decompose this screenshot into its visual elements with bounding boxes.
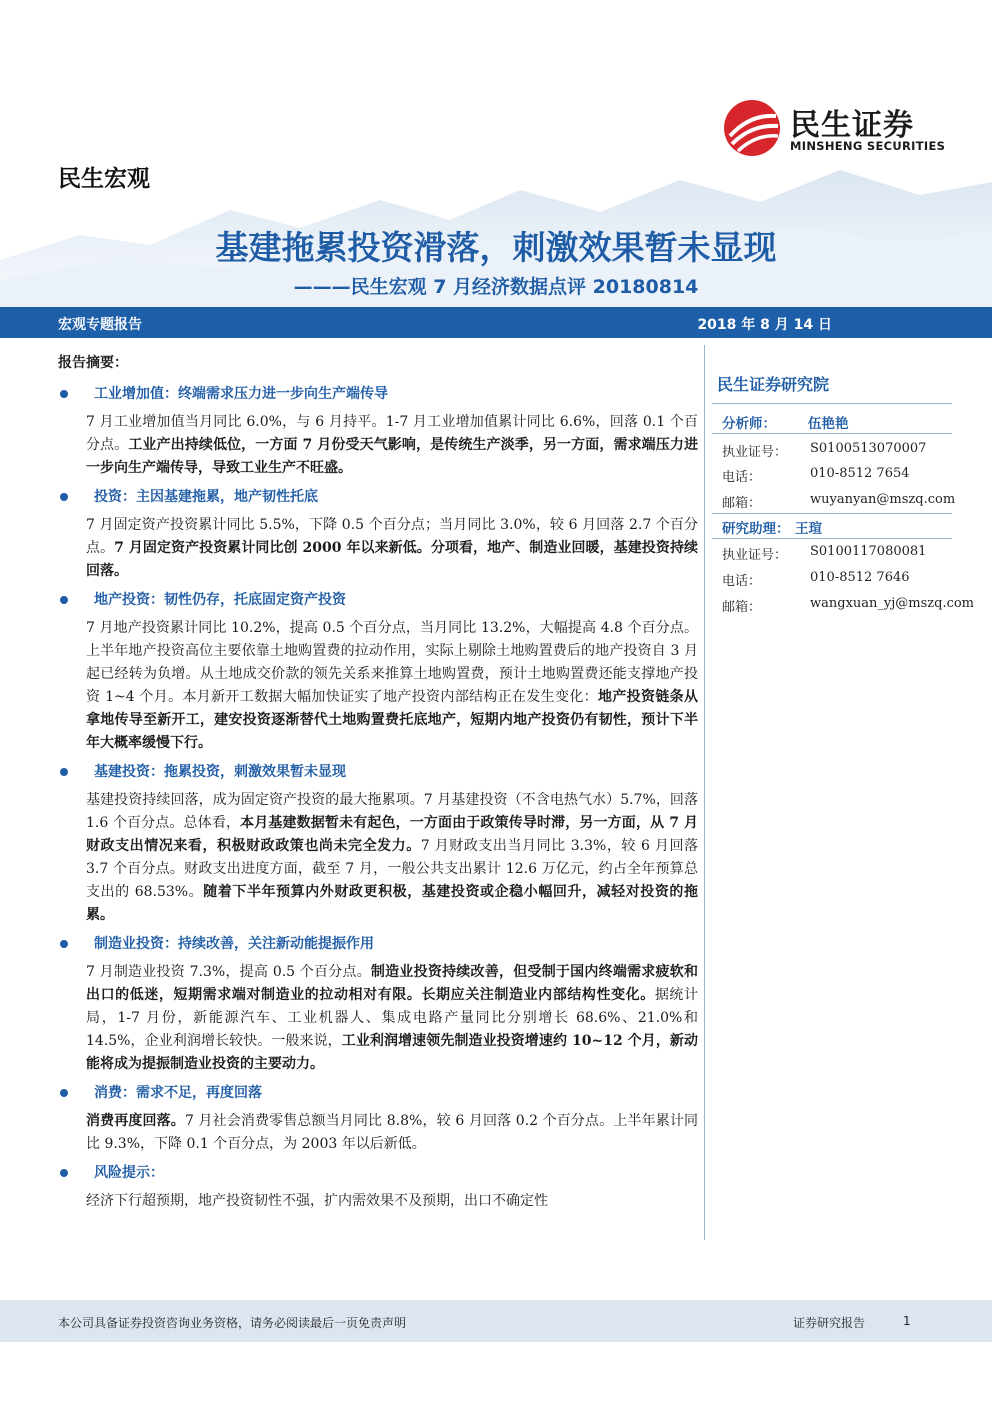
field-value: 010-8512 7646 (810, 570, 910, 585)
analyst-label: 分析师： (722, 416, 776, 432)
section-paragraph (58, 1190, 698, 1213)
section-paragraph (58, 411, 698, 480)
section-paragraph (58, 789, 698, 927)
bullet-icon (60, 493, 68, 501)
section-heading-text: 地产投资：韧性仍存，托底固定资产投资 (94, 592, 346, 608)
sidebar-divider (712, 513, 952, 514)
body-text: 7 月财政支出当月同比 3.3%，较 6 月回落 3.7 个百分点。财政支出进度方面，截至 7 月，一般公共支出累计 12.6 万亿元，约占全年预算总支出的 68.53%。 (86, 838, 698, 900)
section-paragraph (58, 1110, 698, 1156)
emphasis-text: 工业利润增速领先制造业投资增速约 10~12 个月，新动能将成为提振制造业投资的主要动力。 (86, 1033, 698, 1072)
body-text: 据统计局，1-7 月份，新能源汽车、工业机器人、集成电路产量同比分别增长 68.6%、21.0%和 14.5%，企业利润增长较快。一般来说， (86, 987, 698, 1049)
sidebar-title: 民生证券研究院 (717, 375, 830, 394)
section-heading (58, 933, 698, 955)
bullet-icon (60, 1169, 68, 1177)
emphasis-text: 7 月固定资产投资累计同比创 2000 年以来新低。分项看，地产、制造业回暖，基建投资持续回落。 (86, 540, 699, 579)
assistant-label: 研究助理： (722, 521, 790, 537)
section-heading-text: 投资：主因基建拖累，地产韧性托底 (94, 489, 318, 505)
section-heading-text: 风险提示： (94, 1165, 164, 1181)
field-value: 010-8512 7654 (810, 466, 910, 481)
logo-text-en: MINSHENG SECURITIES (790, 139, 946, 153)
section-heading (58, 761, 698, 783)
section-paragraph (58, 514, 698, 583)
section-heading-text: 消费：需求不足，再度回落 (94, 1085, 262, 1101)
report-type: 宏观专题报告 (58, 317, 142, 333)
bullet-icon (60, 768, 68, 776)
header-band (0, 307, 992, 338)
body-text: 经济下行超预期，地产投资韧性不强，扩内需效果不及预期，出口不确定性 (86, 1193, 548, 1209)
body-text: 基建投资持续回落，成为固定资产投资的最大拖累项。7 月基建投资（不含电热气水）5.7%，回落 1.6 个百分点。总体看， (86, 792, 698, 831)
section-heading-text: 工业增加值：终端需求压力进一步向生产端传导 (94, 386, 388, 402)
emphasis-text: 消费再度回落。 (86, 1113, 185, 1129)
assistant-email-link[interactable]: wangxuan_yj@mszq.com (810, 596, 975, 611)
body-text: 7 月制造业投资 7.3%，提高 0.5 个百分点。 (86, 964, 371, 980)
emphasis-text: 工业产出持续低位，一方面 7 月份受天气影响，是传统生产淡季，另一方面，需求端压力进一步向生产端传导，导致工业生产不旺盛。 (86, 437, 699, 476)
analyst-email-link[interactable]: wuyanyan@mszq.com (810, 492, 956, 507)
field-label: 邮箱： (722, 600, 762, 615)
section-heading (58, 1162, 698, 1184)
body-text: 7 月社会消费零售总额当月同比 8.8%，较 6 月回落 0.2 个百分点。上半年累计同比 9.3%，下降 0.1 个百分点，为 2003 年以后新低。 (86, 1113, 698, 1152)
report-series: 民生宏观 (58, 166, 150, 192)
field-label: 执业证号： (722, 548, 788, 563)
field-label: 电话： (722, 470, 762, 485)
bullet-icon (60, 596, 68, 604)
emphasis-text: 地产投资链条从拿地传导至新开工，建安投资逐渐替代土地购置费托底地产，短期内地产投资仍有韧性，预计下半年大概率缓慢下行。 (86, 689, 698, 751)
summary-label: 报告摘要： (58, 355, 128, 371)
assistant-name: 王瑄 (795, 521, 822, 537)
page-subtitle: ———民生宏观 7 月经济数据点评 20180814 (293, 276, 699, 298)
section-heading-text: 基建投资：拖累投资，刺激效果暂未显现 (94, 764, 346, 780)
footer-disclaimer: 本公司具备证券投资咨询业务资格，请务必阅读最后一页免责声明 (58, 1316, 407, 1330)
emphasis-text: 本月基建数据暂未有起色，一方面由于政策传导时滞，另一方面，从 7 月财政支出情况来看，积极财政政策也尚未完全发力。 (86, 815, 698, 854)
footer-doc-type: 证券研究报告 (793, 1316, 866, 1330)
column-divider (704, 345, 705, 1240)
bullet-icon (60, 1089, 68, 1097)
section-paragraph (58, 961, 698, 1076)
field-value: S0100117080081 (810, 544, 927, 559)
section-heading-text: 制造业投资：持续改善，关注新动能提振作用 (94, 936, 374, 952)
summary-sections (58, 383, 698, 1213)
sidebar-divider (712, 433, 952, 434)
field-label: 电话： (722, 574, 762, 589)
field-value: S0100513070007 (810, 441, 927, 456)
section-heading (58, 383, 698, 405)
page-title: 基建拖累投资滑落，刺激效果暂未显现 (215, 228, 777, 267)
page-number: 1 (903, 1314, 911, 1328)
field-label: 执业证号： (722, 445, 788, 460)
field-label: 邮箱： (722, 496, 762, 511)
body-text: 7 月固定资产投资累计同比 5.5%，下降 0.5 个百分点；当月同比 3.0%，较 6 月回落 2.7 个百分点。 (86, 517, 698, 556)
section-heading (58, 589, 698, 611)
body-text: 7 月地产投资累计同比 10.2%，提高 0.5 个百分点，当月同比 13.2%，大幅提高 4.8 个百分点。上半年地产投资高位主要依靠土地购置费的拉动作用，实际上剔除土地购置费后的地产投资自 3 月起已经转为负增。从土地成交价款的领先关系来推算土地购置费，预计土地购置费还能支撑地产投资 1~4 个月。本月新开工数据大幅加快证实了地产投资内部结构正在发生变化： (86, 620, 698, 705)
bullet-icon (60, 390, 68, 398)
analyst-name: 伍艳艳 (808, 416, 849, 432)
section-paragraph (58, 617, 698, 755)
bullet-icon (60, 940, 68, 948)
section-heading (58, 486, 698, 508)
emphasis-text: 制造业投资持续改善，但受制于国内终端需求疲软和出口的低迷，短期需求端对制造业的拉动相对有限。长期应关注制造业内部结构性变化。 (86, 964, 698, 1003)
logo-text-cn: 民生证券 (790, 108, 914, 143)
sidebar-divider (712, 538, 952, 539)
section-heading (58, 1082, 698, 1104)
report-date: 2018 年 8 月 14 日 (697, 317, 832, 333)
emphasis-text: 随着下半年预算内外财政更积极，基建投资或企稳小幅回升，减轻对投资的拖累。 (86, 884, 698, 923)
sidebar-divider (712, 403, 952, 404)
summary-column (58, 352, 698, 1213)
body-text: 7 月工业增加值当月同比 6.0%，与 6 月持平。1-7 月工业增加值累计同比 6.6%，回落 0.1 个百分点。 (86, 414, 698, 453)
